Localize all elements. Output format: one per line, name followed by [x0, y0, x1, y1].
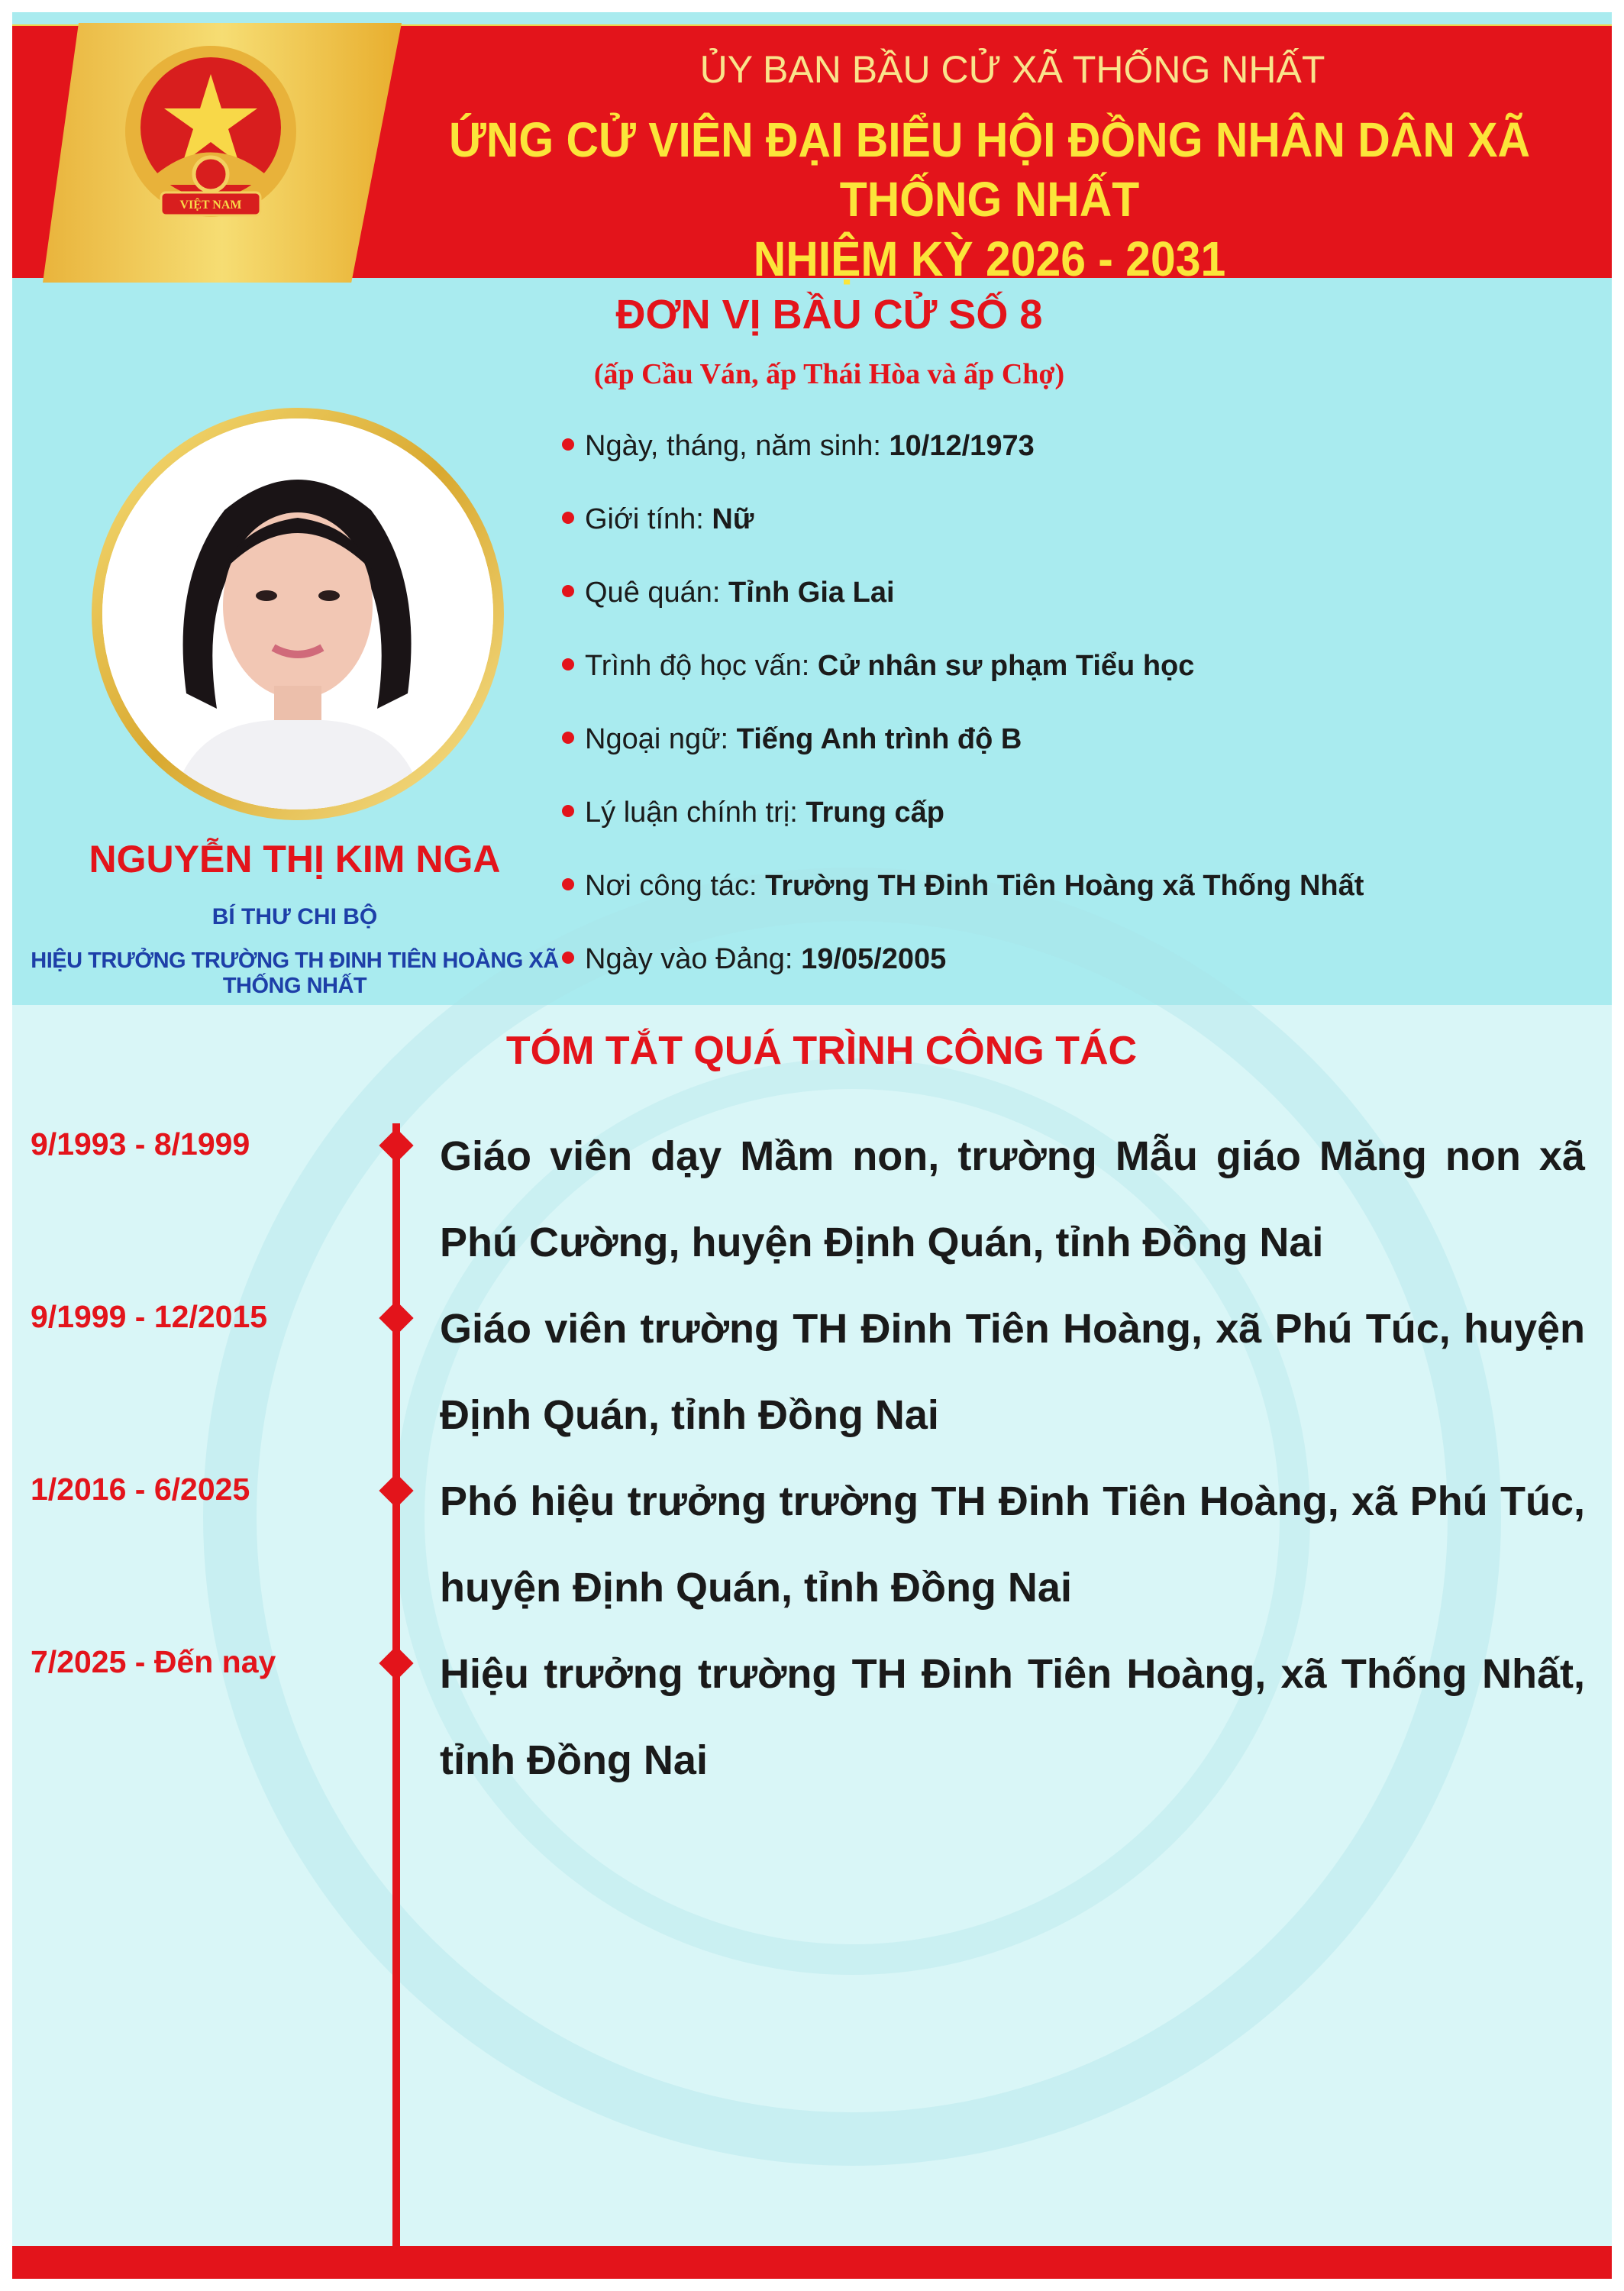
- candidate-portrait-icon: [102, 418, 493, 809]
- poster: [12, 12, 1612, 2279]
- career-section-title: TÓM TẮT QUÁ TRÌNH CÔNG TÁC: [505, 1029, 1138, 1073]
- committee-name: ỦY BAN BẦU CỬ XÃ THỐNG NHẤT: [699, 48, 1325, 91]
- electoral-unit-title: ĐƠN VỊ BẦU CỬ SỐ 8: [615, 292, 1043, 338]
- vietnam-national-emblem-icon: [115, 40, 306, 231]
- candidate-info-list: [562, 425, 1577, 1011]
- info-label: Trình độ học vấn:: [585, 650, 818, 682]
- info-value: Trường TH Đinh Tiên Hoàng xã Thống Nhất: [765, 870, 1364, 902]
- bullet-icon: [562, 878, 574, 890]
- info-gender: [562, 498, 1577, 571]
- bullet-icon: [562, 585, 574, 597]
- candidate-photo: [102, 418, 493, 809]
- info-value: Cử nhân sư phạm Tiểu học: [817, 650, 1195, 682]
- bullet-icon: [562, 805, 574, 817]
- info-value: Tỉnh Gia Lai: [728, 577, 895, 609]
- footer-band: [12, 2246, 1612, 2279]
- info-birthdate: [562, 425, 1577, 498]
- info-party-date: [562, 938, 1577, 1011]
- candidate-name: NGUYỄN THỊ KIM NGA: [89, 838, 501, 881]
- bullet-icon: [562, 732, 574, 744]
- timeline-period: 9/1999 - 12/2015: [31, 1299, 268, 1334]
- timeline-line: [392, 1123, 400, 2265]
- candidate-role-position: HIỆU TRƯỞNG TRƯỜNG TH ĐINH TIÊN HOÀNG XÃ THỐNG NHẤT: [31, 948, 559, 998]
- timeline-period: 1/2016 - 6/2025: [31, 1472, 250, 1507]
- poster-title-line2: NHIỆM KỲ 2026 - 2031: [753, 231, 1226, 286]
- info-workplace: [562, 864, 1577, 938]
- info-hometown: [562, 571, 1577, 645]
- electoral-unit-subtitle: (ấp Cầu Ván, ấp Thái Hòa và ấp Chợ): [593, 358, 1065, 390]
- info-label: Nơi công tác:: [585, 870, 766, 902]
- info-label: Ngày vào Đảng:: [585, 943, 802, 975]
- emblem-caption: VIỆT NAM: [179, 199, 242, 212]
- timeline-description: Giáo viên trường TH Đinh Tiên Hoàng, xã Phú Túc, huyện Định Quán, tỉnh Đồng Nai: [440, 1306, 1585, 1438]
- info-label: Lý luận chính trị:: [585, 797, 806, 829]
- candidate-role-party: BÍ THƯ CHI BỘ: [211, 904, 378, 929]
- info-value: 10/12/1973: [889, 430, 1035, 462]
- timeline-description: Hiệu trưởng trường TH Đinh Tiên Hoàng, xã Thống Nhất, tỉnh Đồng Nai: [440, 1651, 1585, 1783]
- info-value: 19/05/2005: [801, 943, 947, 975]
- info-language: [562, 718, 1577, 791]
- info-value: Tiếng Anh trình độ B: [736, 723, 1022, 755]
- info-label: Quê quán:: [585, 577, 729, 609]
- poster-title-line1: ỨNG CỬ VIÊN ĐẠI BIỂU HỘI ĐỒNG NHÂN DÂN XÃ THỐNG NHẤT: [448, 112, 1531, 227]
- info-label: Ngoại ngữ:: [585, 723, 737, 755]
- info-label: Giới tính:: [585, 503, 712, 535]
- timeline-period: 7/2025 - Đến nay: [31, 1644, 276, 1679]
- bullet-icon: [562, 952, 574, 964]
- info-education: [562, 645, 1577, 718]
- bullet-icon: [562, 512, 574, 524]
- timeline-description: Phó hiệu trưởng trường TH Đinh Tiên Hoàng, xã Phú Túc, huyện Định Quán, tỉnh Đồng Nai: [440, 1478, 1585, 1611]
- info-value: Trung cấp: [806, 797, 944, 829]
- info-label: Ngày, tháng, năm sinh:: [585, 430, 889, 462]
- timeline-period: 9/1993 - 8/1999: [31, 1126, 250, 1162]
- info-value: Nữ: [712, 503, 754, 535]
- bullet-icon: [562, 658, 574, 670]
- info-politics: [562, 791, 1577, 864]
- poster-title: [441, 110, 1537, 289]
- bullet-icon: [562, 438, 574, 451]
- timeline-description: Giáo viên dạy Mầm non, trường Mẫu giáo Măng non xã Phú Cường, huyện Định Quán, tỉnh Đồng Nai: [440, 1133, 1585, 1265]
